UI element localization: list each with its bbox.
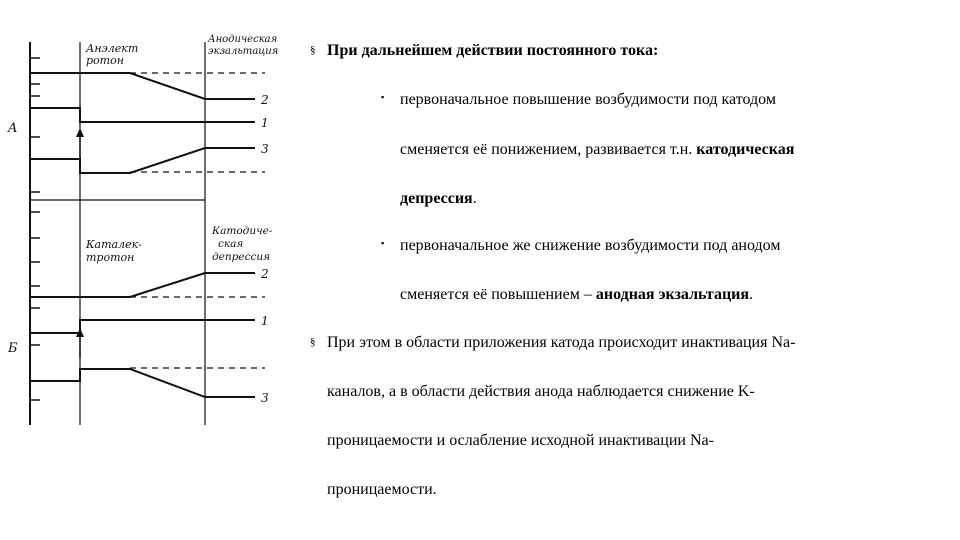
panel-b-cathodic-depression-line2: ская: [218, 238, 244, 250]
sub2-line1: первоначальное же снижение возбудимости под анодом: [400, 237, 781, 254]
trace-label: 2: [261, 93, 269, 107]
bullet-icon: §: [310, 44, 316, 56]
trace-label: 1: [261, 116, 269, 130]
sub1-line2: сменяется её понижением, развивается т.н. катодическая: [400, 141, 795, 158]
sub-bullet-icon: ▪: [381, 92, 385, 102]
panel-a-anelectrotonus-line1: Анэлект: [86, 42, 139, 55]
sub1-line1: первоначальное повышение возбудимости под катодом: [400, 91, 776, 108]
excitability-diagram: [0, 0, 300, 540]
panel-b-cathodic-depression-line3: депрессия: [212, 251, 271, 263]
trace-a-1: [30, 108, 255, 122]
para2-line2: каналов, а в области действия анода наблюдается снижение K-: [327, 383, 755, 400]
trace-a-2: [30, 73, 255, 99]
axis-ticks: [30, 58, 40, 400]
panel-a-letter: A: [8, 121, 18, 136]
panel-b-catelectrotonus-line1: Каталек-: [86, 238, 142, 251]
sub1-line3: депрессия.: [400, 190, 477, 207]
bullet-icon: §: [310, 336, 316, 348]
sub2-line2: сменяется её повышением – анодная экзальтация.: [400, 286, 754, 303]
panel-a-anodic-exaltation-line2: экзальтация: [208, 46, 279, 57]
panel-b-letter: Б: [8, 341, 18, 356]
trace-b-2: [30, 273, 255, 297]
para2-line3: проницаемости и ослабление исходной инактивации Na-: [327, 432, 714, 449]
trace-label: 1: [261, 314, 269, 328]
sub-bullet-icon: ▪: [381, 238, 385, 248]
panel-a-anodic-exaltation-line1: Анодическая: [208, 34, 278, 45]
trace-a-3: [30, 148, 255, 173]
trace-label: 3: [261, 391, 269, 405]
panel-b-cathodic-depression-line1: Катодиче-: [212, 225, 273, 237]
dashed-reference-lines: [130, 73, 265, 368]
trace-label: 2: [261, 267, 269, 281]
panel-a-anelectrotonus-line2: ротон: [86, 54, 124, 67]
heading-text: При дальнейшем действии постоянного тока:: [327, 42, 659, 59]
para2-line1: При этом в области приложения катода происходит инактивация Na-: [327, 334, 796, 351]
trace-b-3: [30, 369, 255, 397]
trace-b-1: [30, 320, 255, 333]
para2-line4: проницаемости.: [327, 481, 437, 498]
panel-b-catelectrotonus-line2: тротон: [86, 251, 135, 264]
trace-label: 3: [261, 142, 269, 156]
